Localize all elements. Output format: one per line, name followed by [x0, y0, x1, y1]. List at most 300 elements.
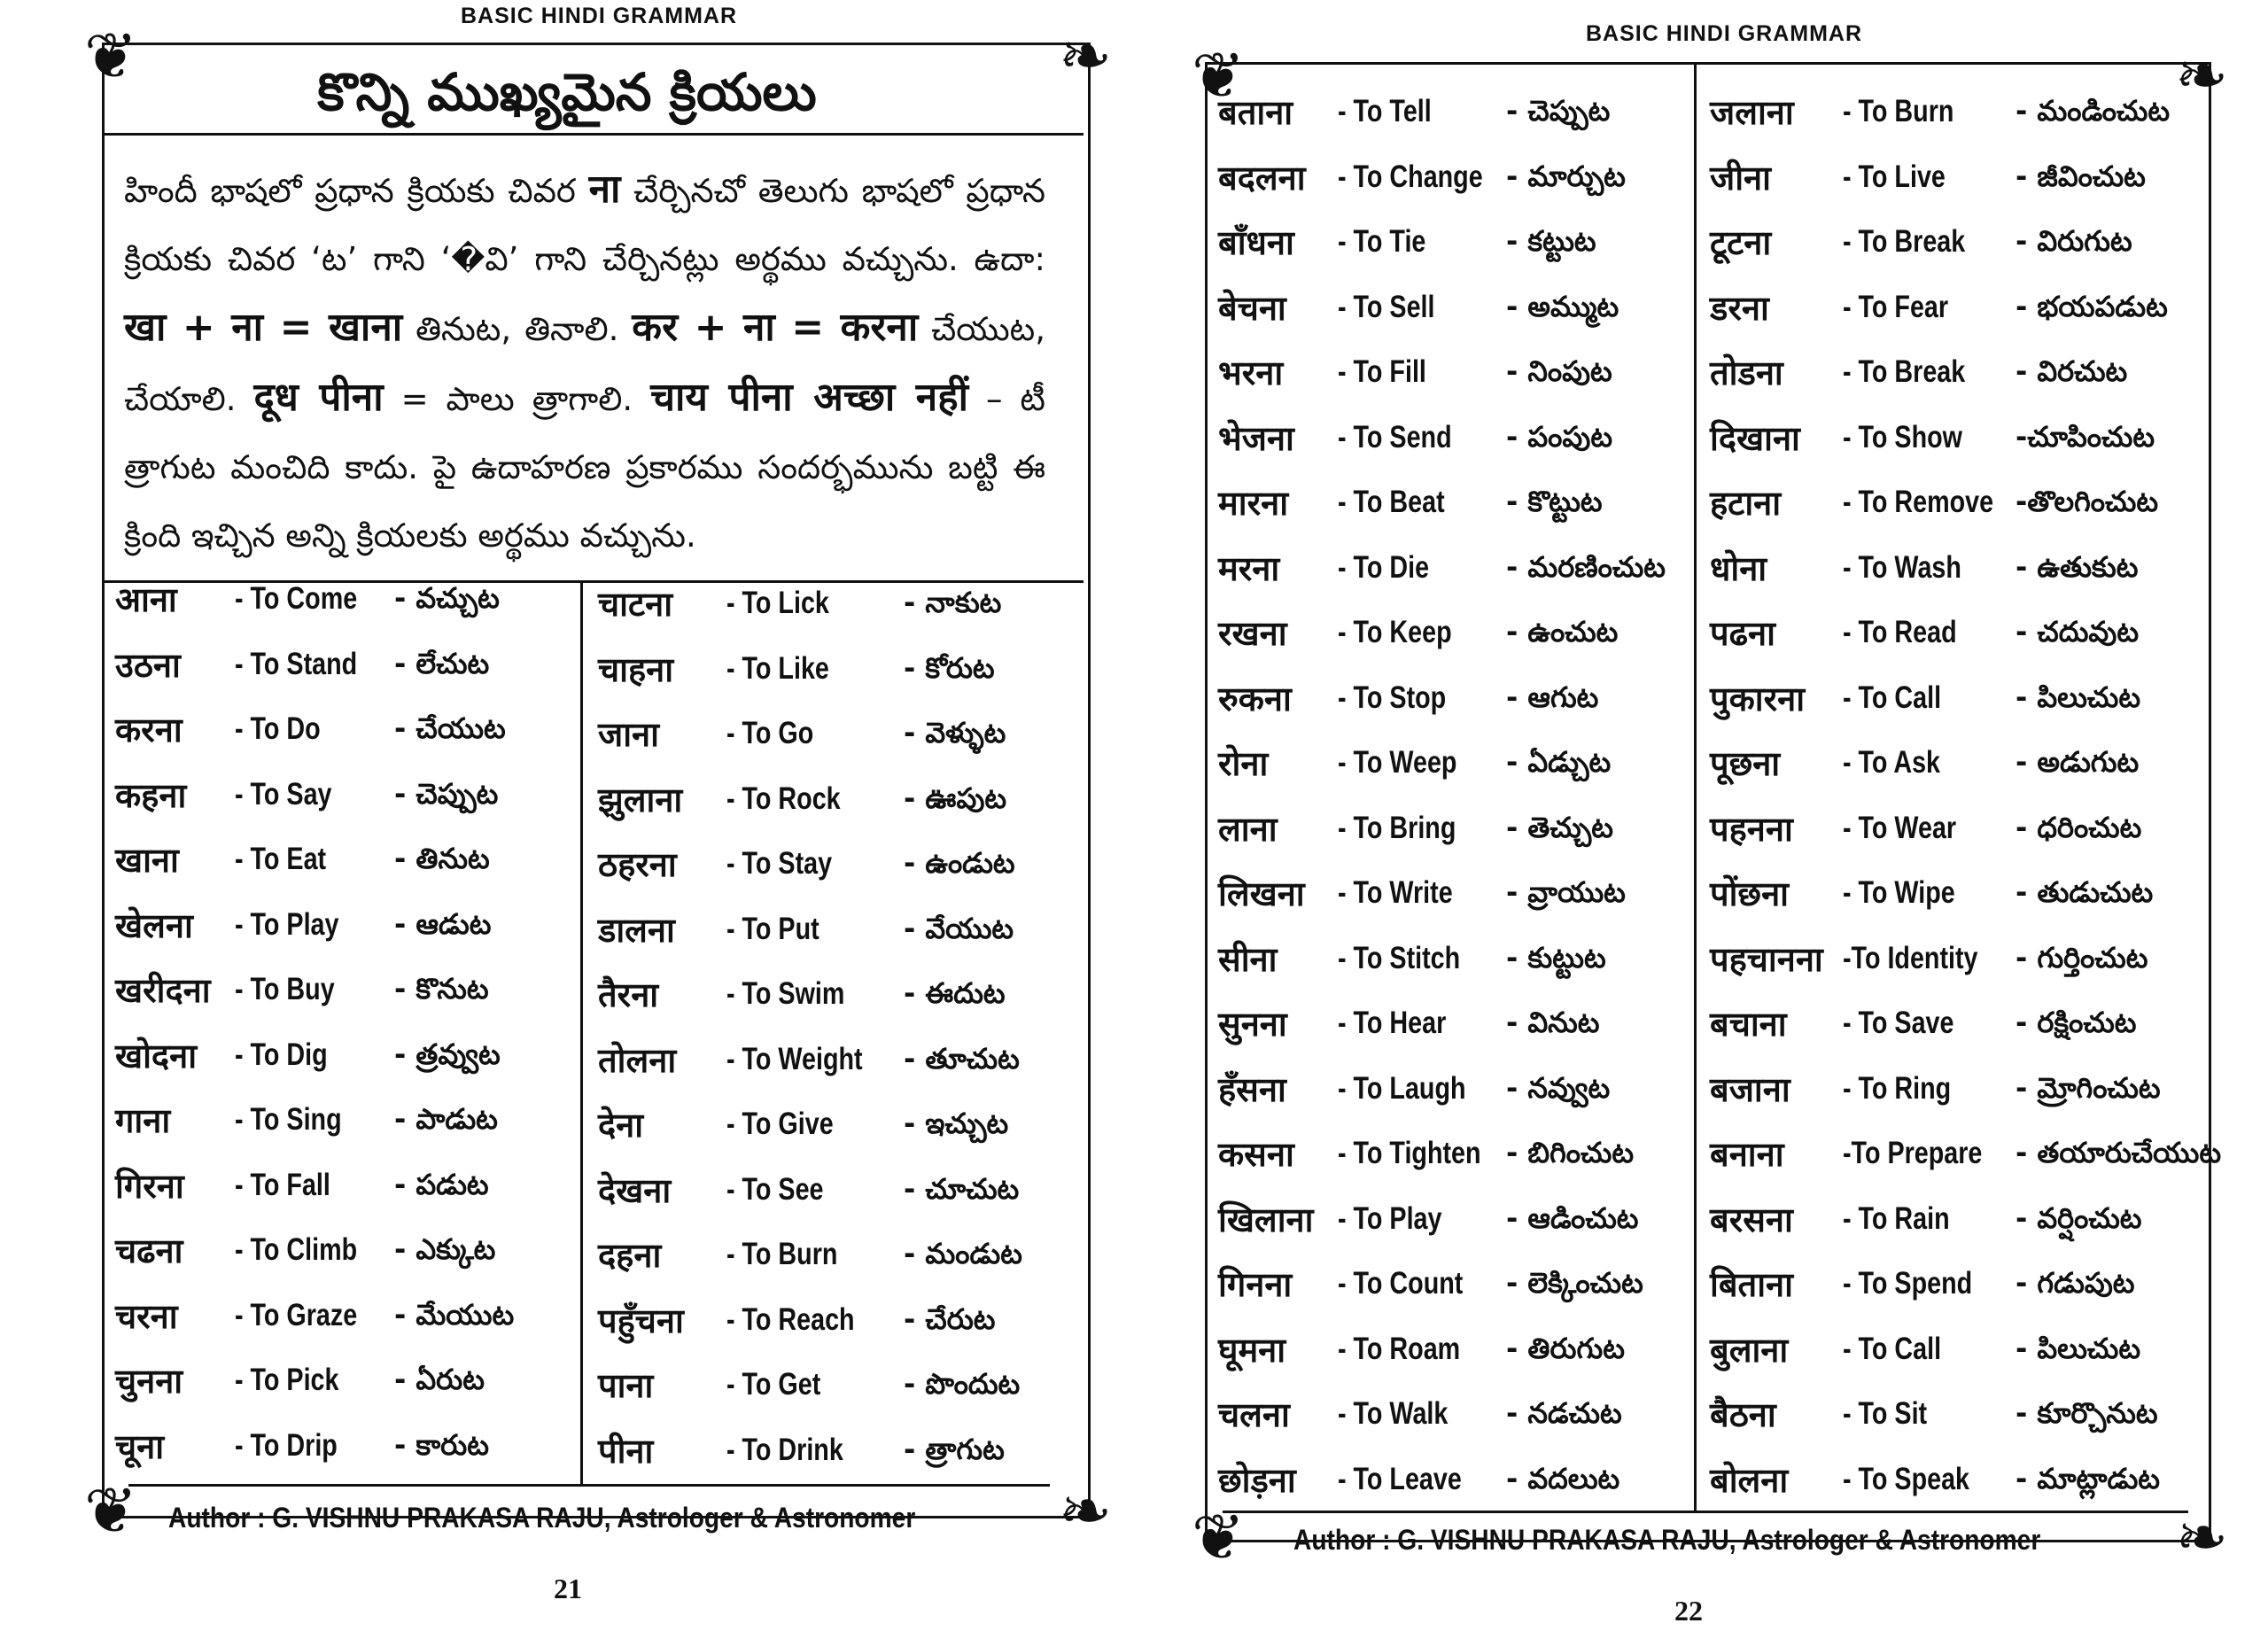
ornament-bottom-right-icon: ❧	[1058, 1473, 1113, 1548]
telugu-meaning: - ఈదుట	[904, 976, 1006, 1010]
hindi-verb: तोडना	[1710, 353, 1783, 392]
hindi-verb: चुनना	[115, 1362, 183, 1401]
verb-row	[1218, 219, 1596, 265]
verb-row	[1218, 870, 1626, 916]
telugu-meaning: - తిరుగుట	[1506, 1331, 1625, 1365]
english-meaning: - To Tell	[1338, 94, 1432, 128]
hindi-verb: चाटना	[598, 585, 673, 624]
english-meaning: - To Stay	[726, 846, 833, 881]
verb-row	[115, 1423, 489, 1469]
ornament-top-left-icon: ❦	[83, 19, 138, 93]
hindi-verb: खिलाना	[1218, 1200, 1314, 1239]
telugu-meaning: - వదలుట	[1506, 1461, 1620, 1495]
telugu-meaning: - బిగించుట	[1506, 1136, 1635, 1169]
telugu-meaning: - గుర్తించుట	[2016, 940, 2148, 975]
english-meaning: - To Hear	[1338, 1006, 1447, 1040]
english-meaning: - To Give	[726, 1107, 834, 1141]
hindi-verb: मारना	[1218, 484, 1289, 523]
verb-row	[1218, 1261, 1643, 1307]
hindi-verb: सीना	[1218, 939, 1278, 979]
hindi-verb: चढना	[115, 1231, 183, 1270]
telugu-meaning: - మార్చుట	[1506, 159, 1626, 193]
hindi-verb: लाना	[1218, 809, 1278, 849]
verb-row	[1218, 740, 1612, 786]
verb-row	[1710, 1130, 2222, 1177]
telugu-meaning: - ఉంచుట	[1506, 615, 1619, 649]
hindi-verb: गाना	[115, 1101, 171, 1140]
footer-divider	[1223, 1511, 2188, 1513]
english-meaning: - To Roam	[1338, 1331, 1461, 1366]
verb-row	[1710, 154, 2146, 200]
verb-row	[115, 772, 499, 818]
verb-row	[1710, 219, 2132, 265]
hindi-verb: उठना	[115, 645, 181, 685]
verb-row	[598, 841, 1015, 887]
intro-paragraph	[124, 155, 1045, 567]
hindi-verb: चाहना	[598, 649, 674, 689]
telugu-meaning: - గడుపుట	[2016, 1266, 2135, 1300]
intro-text: తినుట, తినాలి.	[402, 310, 633, 348]
hindi-verb: डालना	[598, 910, 675, 950]
hindi-verb: घूमना	[1218, 1330, 1286, 1370]
hindi-verb: पहनना	[1710, 809, 1793, 849]
english-meaning: - To Drink	[726, 1432, 843, 1467]
english-meaning: - To Rock	[726, 781, 841, 816]
verb-row	[1218, 349, 1612, 395]
english-meaning: - To Like	[726, 650, 829, 686]
english-meaning: - To Dig	[235, 1037, 328, 1072]
hindi-verb: बताना	[1218, 93, 1293, 132]
english-meaning: -To Identity	[1843, 940, 1978, 975]
intro-text: హిందీ భాషలో ప్రధాన క్రియకు చివర	[124, 172, 589, 210]
ornament-bottom-left-icon: ❦	[1191, 1500, 1246, 1574]
telugu-meaning: - ఉండుట	[904, 846, 1015, 880]
english-meaning: - To Sing	[235, 1102, 342, 1137]
telugu-meaning: - ఏడ్చుట	[1506, 745, 1612, 779]
running-head: BASIC HINDI GRAMMAR	[1586, 21, 1863, 46]
telugu-meaning: - ఆగుట	[1506, 680, 1599, 714]
footer-divider	[128, 1484, 1050, 1487]
telugu-meaning: - నడచుట	[1506, 1396, 1622, 1430]
english-meaning: - To Stitch	[1338, 940, 1461, 975]
hindi-verb: चलना	[1218, 1395, 1290, 1434]
hindi-verb: जलाना	[1710, 93, 1794, 132]
verb-row	[1710, 1066, 2161, 1112]
verb-row	[1218, 1326, 1625, 1372]
english-meaning: - To Show	[1843, 419, 1962, 454]
telugu-meaning: - కట్టుట	[1506, 224, 1596, 258]
english-meaning: - To Speak	[1843, 1461, 1970, 1496]
verb-row	[1710, 1326, 2141, 1372]
english-meaning: - To Tighten	[1338, 1136, 1481, 1170]
hindi-verb: पूछना	[1710, 744, 1781, 783]
hindi-verb: लिखना	[1218, 874, 1305, 913]
telugu-meaning: - నాకుట	[904, 586, 1002, 619]
hindi-verb: पढना	[1710, 614, 1775, 653]
english-meaning: - To Eat	[235, 842, 327, 876]
english-meaning: - To Say	[235, 776, 332, 812]
verb-row	[1710, 1261, 2135, 1307]
english-meaning: - To Count	[1338, 1266, 1464, 1301]
hindi-verb: चूना	[115, 1426, 165, 1466]
english-meaning: - To Sell	[1338, 289, 1435, 324]
verb-row	[115, 1162, 489, 1208]
english-meaning: - To Stand	[235, 646, 358, 681]
hindi-verb: पाना	[598, 1366, 654, 1405]
verb-row	[1218, 479, 1603, 525]
hindi-verb: भेजना	[1218, 418, 1294, 458]
hindi-verb: बिताना	[1710, 1265, 1793, 1304]
telugu-meaning: - త్రవ్వుట	[394, 1037, 501, 1071]
hindi-verb: पोंछना	[1710, 874, 1789, 913]
verb-row	[1218, 805, 1613, 851]
verb-row	[1710, 415, 2155, 461]
english-meaning: - To Burn	[1843, 94, 1954, 128]
verb-row	[115, 706, 506, 752]
verb-row	[1710, 740, 2140, 786]
hindi-verb: दिखाना	[1710, 418, 1800, 458]
english-meaning: - To Do	[235, 711, 321, 746]
hindi-verb: बचाना	[1710, 1005, 1787, 1044]
english-meaning: - To See	[726, 1171, 824, 1207]
hindi-verb: बजाना	[1710, 1069, 1790, 1109]
page-number: 22	[1674, 1595, 1703, 1627]
verb-row	[1710, 1456, 2160, 1503]
telugu-meaning: - ధరించుట	[2016, 810, 2142, 844]
verb-row	[1710, 1000, 2137, 1046]
hindi-verb: कहना	[115, 775, 187, 815]
telugu-meaning: - చెప్పుట	[1506, 94, 1611, 128]
verb-row	[1710, 545, 2139, 591]
intro-text: చేర్చినచో తెలుగు భాషలో ప్రధాన క్రియకు చివర ‘ట’ గాని ‘�వి’ గాని చేర్చినట్లు అర్థము వచ్చును. ఉదా:	[124, 172, 1045, 278]
verb-row	[1218, 936, 1606, 982]
hindi-example-text: दूध पीना	[253, 375, 384, 420]
english-meaning: - To Laugh	[1338, 1070, 1466, 1106]
english-meaning: - To Read	[1843, 615, 1957, 649]
english-meaning: - To Buy	[235, 972, 335, 1006]
hindi-verb: झुलाना	[598, 780, 683, 819]
hindi-example-text: ना	[588, 167, 621, 212]
hindi-verb: पुकारना	[1710, 679, 1806, 718]
verb-row	[115, 967, 489, 1013]
verb-row	[115, 902, 492, 948]
hindi-verb: मरना	[1218, 548, 1280, 588]
right-page	[1178, 0, 2233, 1631]
verb-row	[1218, 1456, 1620, 1503]
verb-row	[598, 1297, 996, 1343]
hindi-verb: धोना	[1710, 548, 1767, 588]
hindi-verb: तोलना	[598, 1040, 677, 1080]
english-meaning: - To Reach	[726, 1301, 855, 1337]
verb-row	[1710, 805, 2142, 851]
telugu-meaning: - కూర్చొనుట	[2016, 1396, 2158, 1430]
english-meaning: - To Pick	[235, 1363, 339, 1397]
verb-row	[598, 1231, 1022, 1278]
english-meaning: - To Live	[1843, 159, 1946, 194]
telugu-meaning: - చూచుట	[904, 1171, 1020, 1206]
page-border	[1205, 62, 2211, 1542]
english-meaning: - To Stop	[1338, 680, 1447, 715]
verb-row	[598, 646, 995, 692]
english-meaning: - To Die	[1338, 549, 1430, 585]
column-divider	[1694, 64, 1697, 1512]
hindi-verb: बैठना	[1710, 1395, 1776, 1434]
telugu-meaning: - కోరుట	[904, 650, 995, 685]
verb-row	[115, 1032, 501, 1078]
telugu-meaning: - అమ్ముట	[1506, 289, 1619, 323]
english-meaning: - To Bring	[1338, 810, 1456, 845]
telugu-meaning: - మరణించుట	[1506, 549, 1666, 584]
verb-row	[1218, 1196, 1639, 1242]
hindi-verb: गिनना	[1218, 1265, 1293, 1304]
english-meaning: - To Graze	[235, 1297, 358, 1332]
telugu-meaning: - మ్రోగించుట	[2016, 1070, 2161, 1105]
hindi-verb: दहना	[598, 1236, 662, 1275]
english-meaning: - To Lick	[726, 586, 829, 620]
telugu-meaning: - కుట్టుట	[1506, 940, 1606, 975]
hindi-verb: बोलना	[1710, 1460, 1789, 1500]
telugu-meaning: - తెచ్చుట	[1506, 810, 1613, 844]
hindi-verb: सुनना	[1218, 1005, 1287, 1044]
telugu-meaning: - ఊపుట	[904, 781, 1007, 815]
author-line: Author : G. VISHNU PRAKASA RAJU, Astrologer & Astronomer	[168, 1502, 916, 1534]
telugu-meaning: - విరచుట	[2016, 354, 2128, 388]
telugu-meaning: -తొలగించుట	[2016, 485, 2159, 518]
telugu-meaning: - తూచుట	[904, 1041, 1020, 1076]
telugu-meaning: - త్రాగుట	[904, 1432, 1005, 1466]
hindi-verb: बाँधना	[1218, 223, 1294, 262]
hindi-verb: टूटना	[1710, 223, 1772, 262]
ornament-top-left-icon: ❦	[1191, 38, 1246, 113]
telugu-meaning: - మాట్లాడుట	[2016, 1461, 2160, 1495]
telugu-meaning: - ఆడుట	[394, 906, 492, 941]
english-meaning: - To Ring	[1843, 1070, 1952, 1106]
hindi-verb: हँसना	[1218, 1069, 1286, 1109]
english-meaning: - To Come	[235, 581, 358, 616]
telugu-meaning: - కొనుట	[394, 972, 489, 1006]
english-meaning: - To Swim	[726, 976, 845, 1011]
verb-row	[115, 1227, 496, 1273]
telugu-meaning: - పొందుట	[904, 1367, 1021, 1401]
hindi-verb: खाना	[115, 841, 179, 880]
telugu-meaning: - నవ్వుట	[1506, 1070, 1611, 1105]
telugu-meaning: - భయపడుట	[2016, 289, 2168, 323]
hindi-verb: छोड़ना	[1218, 1460, 1296, 1500]
english-meaning: - To Leave	[1338, 1461, 1462, 1496]
verb-row	[1218, 675, 1599, 721]
telugu-meaning: - చెప్పుట	[394, 776, 499, 811]
hindi-verb: पहुँचना	[598, 1301, 684, 1340]
telugu-meaning: - వినుట	[1506, 1006, 1600, 1039]
telugu-meaning: - ఇచ్చుట	[904, 1107, 1009, 1140]
verb-row	[1710, 89, 2171, 135]
verb-row	[598, 906, 1014, 952]
verb-row	[1710, 675, 2141, 721]
verb-row	[1218, 1130, 1635, 1177]
telugu-meaning: - పంపుట	[1506, 419, 1613, 454]
ornament-top-right-icon: ❧	[1058, 19, 1113, 93]
telugu-meaning: - లేచుట	[394, 646, 490, 680]
english-meaning: - To Fall	[235, 1167, 330, 1202]
verb-row	[598, 711, 1006, 757]
telugu-meaning: - చదువుట	[2016, 615, 2140, 649]
hindi-verb: करना	[115, 711, 183, 749]
hindi-verb: हटाना	[1710, 484, 1782, 523]
telugu-meaning: - వ్రాయుట	[1506, 875, 1626, 909]
author-line: Author : G. VISHNU PRAKASA RAJU, Astrologer & Astronomer	[1293, 1524, 2041, 1556]
hindi-verb: चरना	[115, 1296, 178, 1336]
telugu-meaning: - వెళ్ళుట	[904, 716, 1006, 749]
hindi-verb: भरना	[1218, 353, 1284, 392]
telugu-meaning: - చేరుట	[904, 1301, 996, 1336]
telugu-meaning: - తుడుచుట	[2016, 875, 2154, 909]
english-meaning: - To Wear	[1843, 810, 1957, 845]
verb-row	[1218, 284, 1619, 330]
telugu-meaning: - కారుట	[394, 1427, 489, 1462]
verb-row	[115, 576, 500, 622]
page-title: కొన్ని ముఖ్యమైన క్రియలు	[317, 62, 817, 122]
intro-text: – టీ త్రాగుట మంచిది కాదు. పై ఉదాహరణ ప్రకారము సందర్భమును బట్టి ఈ క్రింది ఇచ్చిన అన్ని క్రియలకు అర్థము వచ్చును.	[124, 380, 1045, 555]
hindi-verb: बुलाना	[1710, 1330, 1789, 1370]
verb-row	[115, 836, 490, 882]
english-meaning: - To Keep	[1338, 615, 1452, 649]
hindi-verb: खोदना	[115, 1036, 198, 1076]
telugu-meaning: - పాడుట	[394, 1102, 498, 1136]
ornament-bottom-right-icon: ❧	[2174, 1500, 2229, 1574]
verb-row	[1218, 610, 1619, 656]
hindi-verb: डरना	[1710, 288, 1769, 328]
verb-row	[1218, 1000, 1600, 1046]
verb-row	[1218, 415, 1613, 461]
page-number: 21	[554, 1573, 582, 1604]
verb-row	[1710, 284, 2168, 330]
english-meaning: - To Rain	[1843, 1200, 1950, 1236]
telugu-meaning: - పిలుచుట	[2016, 1331, 2141, 1365]
telugu-meaning: - ఏరుట	[394, 1363, 485, 1396]
telugu-meaning: - వర్షించుట	[2016, 1200, 2142, 1235]
hindi-verb: जाना	[598, 715, 659, 754]
ornament-bottom-left-icon: ❦	[83, 1473, 138, 1548]
english-meaning: - To Sit	[1843, 1396, 1928, 1431]
telugu-meaning: - విరుగుట	[2016, 224, 2132, 258]
english-meaning: - To Go	[726, 716, 814, 750]
telugu-meaning: - రక్షించుట	[2016, 1006, 2137, 1039]
verb-row	[598, 776, 1007, 822]
verb-row	[1218, 1391, 1622, 1437]
telugu-meaning: - ఎక్కుట	[394, 1232, 496, 1266]
title-divider	[105, 133, 1084, 136]
hindi-verb: तैरना	[598, 975, 659, 1014]
telugu-meaning: - తయారుచేయుట	[2016, 1136, 2222, 1169]
english-meaning: - To Get	[726, 1367, 821, 1402]
hindi-verb: गिरना	[115, 1166, 184, 1206]
intro-text: = పాలు త్రాగాలి.	[383, 380, 651, 418]
telugu-meaning: - మండుట	[904, 1237, 1022, 1270]
telugu-meaning: - లెక్కించుట	[1506, 1266, 1643, 1300]
hindi-verb: खेलना	[115, 905, 193, 945]
verb-row	[598, 1037, 1020, 1083]
telugu-meaning: - ఉతుకుట	[2016, 549, 2139, 584]
verb-row	[598, 1427, 1005, 1473]
verb-row	[115, 1357, 485, 1403]
verb-row	[115, 1097, 498, 1143]
hindi-verb: बेचना	[1218, 288, 1286, 328]
english-meaning: - To Play	[1338, 1200, 1442, 1236]
telugu-meaning: - మండించుట	[2016, 94, 2171, 128]
telugu-meaning: -చూపించుట	[2016, 419, 2155, 454]
verb-row	[1218, 154, 1626, 200]
verb-row	[598, 1362, 1021, 1408]
telugu-meaning: - కొట్టుట	[1506, 485, 1603, 518]
intro-text: చేయుట, చేయాలి.	[124, 310, 1046, 418]
verb-row	[598, 971, 1006, 1017]
verb-row	[1710, 349, 2128, 395]
running-head: BASIC HINDI GRAMMAR	[461, 4, 738, 28]
english-meaning: - To Weep	[1338, 745, 1457, 780]
telugu-meaning: - వేయుట	[904, 911, 1014, 945]
hindi-verb: पहचानना	[1710, 939, 1823, 979]
hindi-verb: रुकना	[1218, 679, 1292, 718]
english-meaning: - To Wipe	[1843, 875, 1955, 910]
english-meaning: - To Put	[726, 911, 819, 946]
verb-row	[598, 1101, 1009, 1147]
hindi-verb: बरसना	[1710, 1200, 1793, 1239]
english-meaning: - To Climb	[235, 1232, 358, 1267]
telugu-meaning: - వచ్చుట	[394, 581, 500, 615]
english-meaning: - To Ask	[1843, 745, 1941, 780]
english-meaning: -To Prepare	[1843, 1136, 1983, 1170]
english-meaning: - To Walk	[1338, 1396, 1449, 1431]
english-meaning: - To Write	[1338, 875, 1453, 910]
verb-row	[1710, 1391, 2158, 1437]
telugu-meaning: - పడుట	[394, 1167, 489, 1201]
hindi-verb: खरीदना	[115, 971, 211, 1010]
verb-row	[1710, 479, 2159, 525]
telugu-meaning: - జీవించుట	[2016, 159, 2146, 193]
verb-row	[1218, 1066, 1611, 1112]
english-meaning: - To Change	[1338, 159, 1483, 194]
telugu-meaning: - నింపుట	[1506, 354, 1612, 388]
hindi-verb: देखना	[598, 1170, 672, 1210]
telugu-meaning: - తినుట	[394, 842, 490, 875]
hindi-verb: बदलना	[1218, 158, 1306, 198]
verb-row	[1218, 545, 1666, 591]
telugu-meaning: - మేయుట	[394, 1297, 515, 1332]
english-meaning: - To Break	[1843, 224, 1966, 259]
hindi-example-text: कर + ना = करना	[632, 305, 919, 350]
verb-row	[1710, 1196, 2142, 1242]
column-divider	[580, 580, 583, 1484]
verb-row	[1710, 610, 2140, 656]
hindi-verb: रखना	[1218, 614, 1287, 653]
english-meaning: - To Fill	[1338, 354, 1426, 389]
english-meaning: - To Break	[1843, 354, 1966, 389]
verb-row	[115, 641, 490, 687]
verb-row	[1710, 870, 2154, 916]
hindi-verb: बनाना	[1710, 1135, 1784, 1174]
left-page	[53, 0, 1113, 1631]
hindi-verb: रोना	[1218, 744, 1269, 783]
hindi-verb: देना	[598, 1106, 644, 1145]
verb-row	[598, 580, 1002, 626]
verb-row	[1710, 936, 2148, 982]
english-meaning: - To Tie	[1338, 224, 1426, 259]
english-meaning: - To Send	[1338, 419, 1452, 454]
ornament-top-right-icon: ❧	[2174, 38, 2229, 113]
verb-row	[1218, 89, 1611, 135]
english-meaning: - To Weight	[726, 1041, 863, 1076]
hindi-example-text: खा + ना = खाना	[124, 305, 403, 350]
